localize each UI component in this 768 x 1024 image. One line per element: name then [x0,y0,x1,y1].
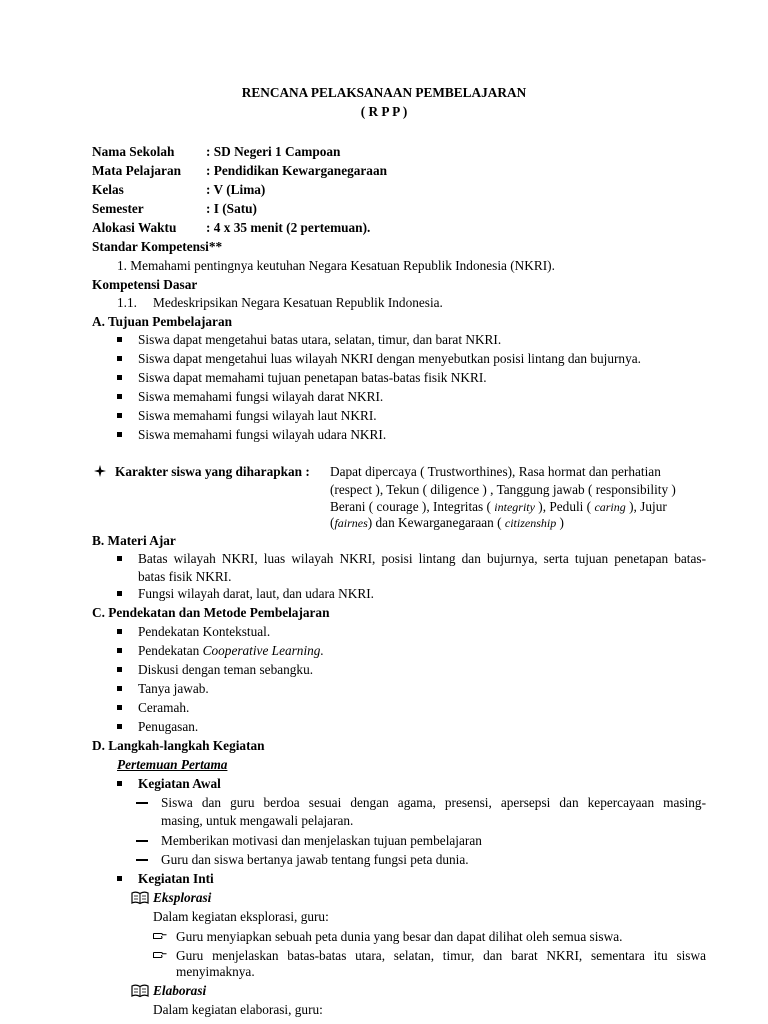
kegiatan-inti-heading: Kegiatan Inti [138,871,214,886]
bullet-square [117,337,122,342]
bullet-square [117,705,122,710]
eksplorasi-intro: Dalam kegiatan eksplorasi, guru: [153,909,329,924]
identity-value: : SD Negeri 1 Campoan [206,144,341,159]
bullet-square [117,356,122,361]
text-run-italic: citizenship [504,516,557,530]
sk-heading: Standar Kompetensi** [92,239,223,254]
list-item-continuation: masing, untuk mengawali pelajaran. [161,813,354,828]
eksplorasi-heading: Eksplorasi [153,890,212,905]
bullet-square [117,394,122,399]
bullet-square [117,648,122,653]
karakter-label: Karakter siswa yang diharapkan : [115,464,310,479]
list-item: Pendekatan Kontekstual. [138,624,271,639]
list-item: Siswa dan guru berdoa sesuai dengan agama, presensi, apersepsi dan kepercayaan masing- [161,795,706,810]
text-run: ), Jujur [625,499,667,514]
bullet-square [117,686,122,691]
text-run: ), Peduli ( [534,499,595,514]
bullet-square [117,876,122,881]
elaborasi-intro: Dalam kegiatan elaborasi, guru: [153,1002,323,1017]
text-run-italic: integrity [494,500,535,514]
list-item: Ceramah. [138,700,190,715]
doc-title: RENCANA PELAKSANAAN PEMBELAJARAN [241,85,527,100]
identity-label: Mata Pelajaran [92,163,181,178]
identity-label: Semester [92,201,144,216]
identity-value: : I (Satu) [206,201,257,216]
list-item: Tanya jawab. [138,681,209,696]
text-run-italic: caring [594,500,626,514]
text-run-italic: fairnes [334,516,368,530]
list-item: Memberikan motivasi dan menjelaskan tujuan pembelajaran [161,833,482,848]
list-item: Siswa memahami fungsi wilayah laut NKRI. [138,408,377,423]
open-book-icon [131,891,149,905]
kd-item: Medeskripsikan Negara Kesatuan Republik Indonesia. [153,295,443,310]
bullet-square [117,375,122,380]
text-run: ) [556,515,564,530]
bullet-square [117,413,122,418]
dash-bullet [136,802,148,804]
list-item-continuation: menyimaknya. [176,964,255,979]
dash-bullet [136,859,148,861]
section-c-heading: C. Pendekatan dan Metode Pembelajaran [92,605,330,620]
list-item [138,641,324,660]
list-item: Batas wilayah NKRI, luas wilayah NKRI, posisi lintang dan bujurnya, serta tujuan penetapan batas- [138,551,706,566]
text-run-italic: Cooperative Learning. [202,643,324,658]
identity-label: Kelas [92,182,124,197]
list-item: Fungsi wilayah darat, laut, dan udara NKRI. [138,586,374,601]
bullet-square [117,629,122,634]
pointing-hand-icon [153,931,167,940]
text-run: ) dan Kewarganegaraan ( [367,515,505,530]
list-item: Guru dan siswa bertanya jawab tentang fungsi peta dunia. [161,852,469,867]
open-book-icon [131,984,149,998]
bullet-square [117,591,122,596]
section-d-heading: D. Langkah-langkah Kegiatan [92,738,265,753]
list-item: Penugasan. [138,719,199,734]
text-run: Berani ( courage ), Integritas ( [330,499,495,514]
bullet-square [117,667,122,672]
text-run: ( [330,515,335,530]
text-run: Pendekatan [138,643,203,658]
identity-value: : Pendidikan Kewarganegaraan [206,163,387,178]
list-item: Guru menjelaskan batas-batas utara, selatan, timur, dan barat NKRI, sementara itu siswa [176,948,706,963]
dash-bullet [136,840,148,842]
kegiatan-awal-heading: Kegiatan Awal [138,776,221,791]
identity-label: Nama Sekolah [92,144,175,159]
list-item: Siswa memahami fungsi wilayah udara NKRI. [138,427,387,442]
pointing-hand-icon [153,950,167,959]
bullet-square [117,781,122,786]
identity-value: : V (Lima) [206,182,266,197]
bullet-square [117,556,122,561]
diamond-bullet-icon [94,465,106,477]
list-item-continuation: batas fisik NKRI. [138,569,232,584]
section-b-heading: B. Materi Ajar [92,533,176,548]
list-item: Siswa dapat mengetahui batas utara, selatan, timur, dan barat NKRI. [138,332,502,347]
karakter-text-line: (respect ), Tekun ( diligence ) , Tanggung jawab ( responsibility ) [330,482,676,497]
list-item: Siswa memahami fungsi wilayah darat NKRI. [138,389,384,404]
karakter-text-line [330,513,564,533]
kd-number: 1.1. [117,295,137,310]
identity-label: Alokasi Waktu [92,220,177,235]
bullet-square [117,724,122,729]
bullet-square [117,432,122,437]
kd-heading: Kompetensi Dasar [92,277,198,292]
elaborasi-heading: Elaborasi [153,983,207,998]
list-item: Siswa dapat memahami tujuan penetapan batas-batas fisik NKRI. [138,370,487,385]
identity-value: : 4 x 35 menit (2 pertemuan). [206,220,371,235]
list-item: Guru menyiapkan sebuah peta dunia yang besar dan dapat dilihat oleh semua siswa. [176,929,623,944]
list-item: Diskusi dengan teman sebangku. [138,662,314,677]
karakter-text-line: Dapat dipercaya ( Trustworthines), Rasa hormat dan perhatian [330,464,661,479]
doc-subtitle: ( R P P ) [360,104,408,119]
list-item: Siswa dapat mengetahui luas wilayah NKRI dengan menyebutkan posisi lintang dan bujurnya. [138,351,641,366]
sk-item: 1. Memahami pentingnya keutuhan Negara Kesatuan Republik Indonesia (NKRI). [117,258,555,273]
pertemuan-heading: Pertemuan Pertama [117,757,228,772]
section-a-heading: A. Tujuan Pembelajaran [92,314,233,329]
